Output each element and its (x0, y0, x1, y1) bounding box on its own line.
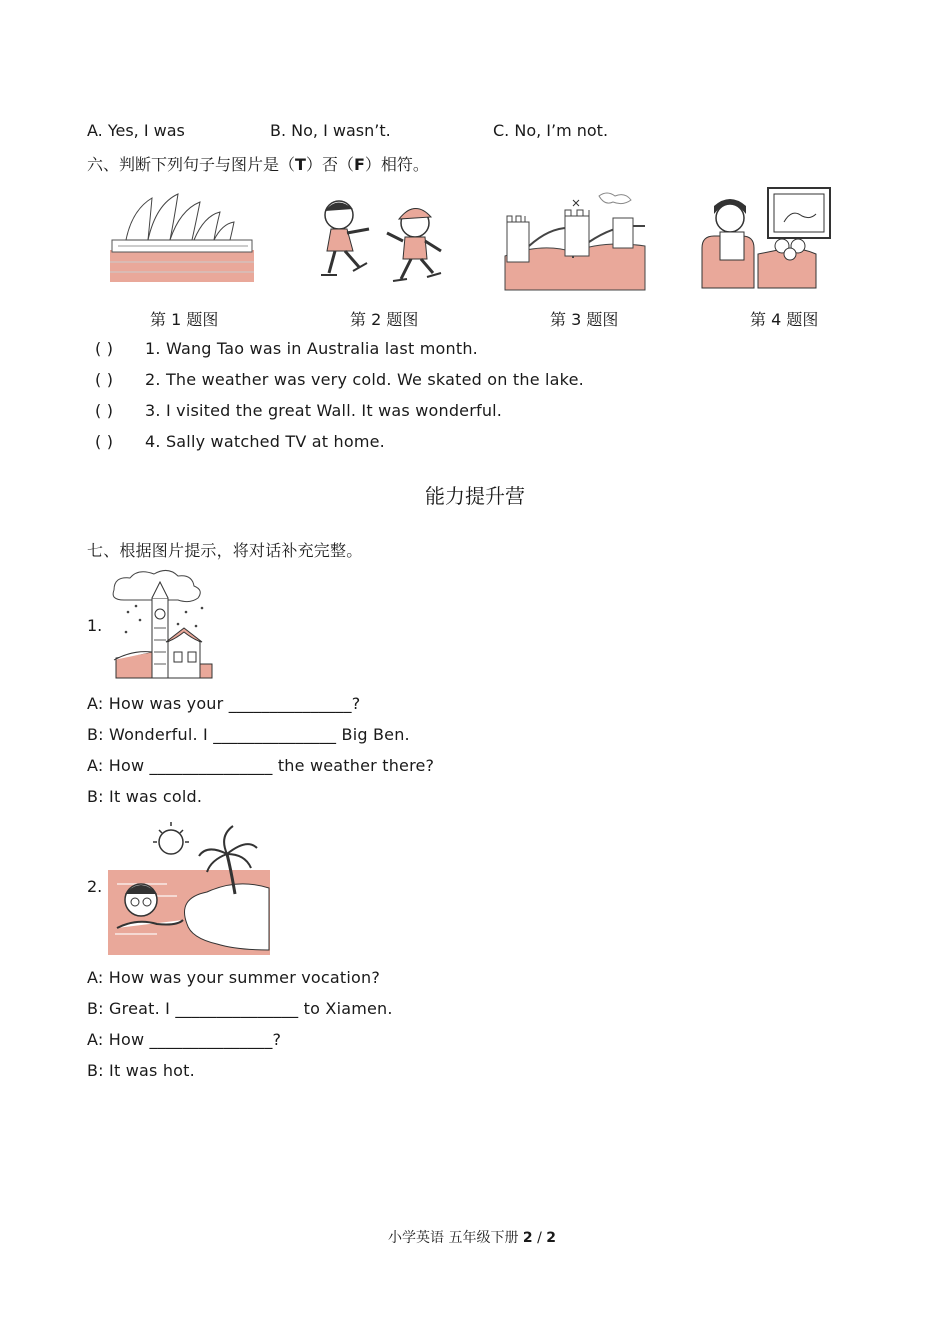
false-letter: F (353, 155, 365, 174)
judge-item-2 (87, 370, 584, 389)
picture-caption-3: 第 3 题图 (550, 310, 619, 329)
option-b: B. No, I wasn’t. (270, 121, 391, 140)
section6-title-post: ）相符。 (364, 155, 429, 174)
q1-line-1: A: How was your _______________? (87, 694, 361, 713)
judge-item-3 (87, 401, 502, 420)
page-footer (388, 1227, 556, 1247)
page-separator: / (532, 1230, 547, 1246)
answer-blank[interactable]: ( ) (95, 432, 114, 451)
q2-line-3: A: How _______________? (87, 1030, 282, 1049)
q2-number: 2. (87, 877, 103, 896)
option-a: A. Yes, I was (87, 121, 185, 140)
big-ben-snow-picture (108, 568, 218, 684)
section6-title (87, 152, 429, 175)
picture-caption-4: 第 4 题图 (750, 310, 819, 329)
picture-caption-1: 第 1 题图 (150, 310, 219, 329)
judge-item-text: 3. I visited the great Wall. It was wonderful. (145, 401, 503, 420)
section-title: 能力提升营 (425, 484, 525, 508)
answer-blank[interactable]: ( ) (95, 339, 114, 358)
girl-watching-tv-picture (698, 184, 836, 296)
judge-item-text: 4. Sally watched TV at home. (145, 432, 385, 451)
true-letter: T (295, 155, 306, 174)
picture-caption-2: 第 2 题图 (350, 310, 419, 329)
q2-line-4: B: It was hot. (87, 1061, 195, 1080)
footer-text: 小学英语 五年级下册 (388, 1230, 523, 1246)
section6-title-mid: ）否（ (305, 155, 354, 174)
answer-blank[interactable]: ( ) (95, 401, 114, 420)
q1-number: 1. (87, 616, 103, 635)
option-c: C. No, I’m not. (493, 121, 609, 140)
q1-line-3: A: How _______________ the weather there? (87, 756, 435, 775)
q1-line-4: B: It was cold. (87, 787, 203, 806)
judge-item-4 (87, 432, 385, 451)
q2-line-2: B: Great. I _______________ to Xiamen. (87, 999, 393, 1018)
answer-blank[interactable]: ( ) (95, 370, 114, 389)
judge-item-text: 2. The weather was very cold. We skated on the lake. (145, 370, 584, 389)
boy-swimming-beach-picture (107, 814, 271, 960)
children-skating-picture (307, 193, 447, 289)
sydney-opera-house-picture (108, 190, 256, 288)
section6-title-pre: 六、判断下列句子与图片是（ (87, 155, 296, 174)
q2-line-1: A: How was your summer vocation? (87, 968, 381, 987)
page-total: 2 (546, 1230, 557, 1246)
q1-line-2: B: Wonderful. I _______________ Big Ben. (87, 725, 410, 744)
judge-item-1 (87, 339, 478, 358)
judge-item-text: 1. Wang Tao was in Australia last month. (145, 339, 478, 358)
great-wall-picture (503, 186, 647, 296)
page-number: 2 (522, 1230, 533, 1246)
section7-title: 七、根据图片提示，将对话补充完整。 (87, 541, 363, 560)
